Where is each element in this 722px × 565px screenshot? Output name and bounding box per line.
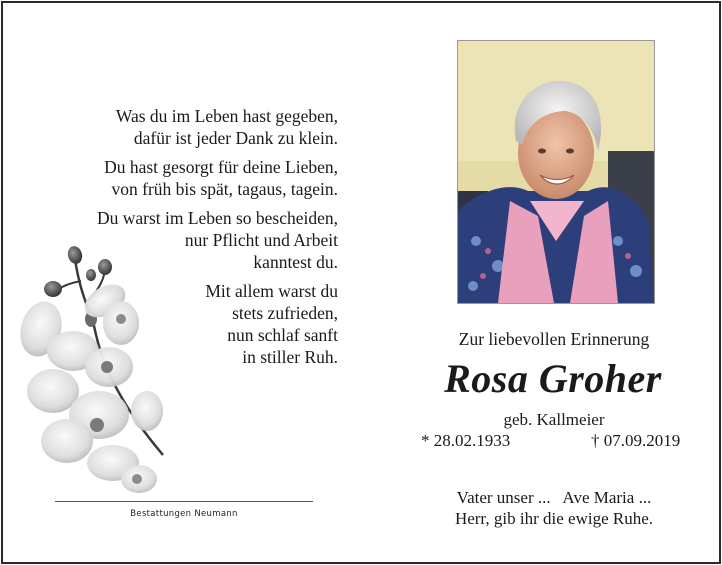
poem-line: stets zufrieden, bbox=[232, 303, 338, 323]
birth-date: * 28.02.1933 bbox=[421, 431, 511, 450]
prayer-line: Herr, gib ihr die ewige Ruhe. bbox=[454, 509, 654, 528]
poem-line: Was du im Leben hast gegeben, bbox=[115, 106, 338, 126]
portrait-photo bbox=[457, 40, 655, 304]
poem-line: Du hast gesorgt für deine Lieben, bbox=[104, 157, 338, 177]
poem-line: nur Pflicht und Arbeit bbox=[184, 230, 338, 250]
undertaker-name: Bestattungen Neumann bbox=[130, 509, 238, 519]
poem-line: nun schlaf sanft bbox=[227, 325, 338, 345]
maiden-name: geb. Kallmeier bbox=[503, 410, 605, 429]
poem-line: Du warst im Leben so bescheiden, bbox=[96, 208, 338, 228]
poem-line: kanntest du. bbox=[253, 252, 338, 272]
poem-line: in stiller Ruh. bbox=[242, 347, 338, 367]
poem-stanza bbox=[43, 105, 338, 149]
death-date: † 07.09.2019 bbox=[591, 431, 681, 450]
portrait-image bbox=[458, 41, 654, 303]
orchid-illustration bbox=[13, 241, 173, 495]
poem-stanza bbox=[43, 156, 338, 200]
prayer-line: Vater unser ... Ave Maria ... bbox=[456, 488, 652, 507]
memorial-heading: Zur liebevollen Erinnerung bbox=[458, 329, 650, 349]
undertaker-divider bbox=[55, 501, 313, 502]
prayer-text bbox=[423, 487, 685, 529]
condolence-card bbox=[1, 1, 721, 564]
deceased-name: Rosa Groher bbox=[444, 356, 662, 401]
poem-line: von früh bis spät, tagaus, tagein. bbox=[111, 179, 338, 199]
poem-line: dafür ist jeder Dank zu klein. bbox=[133, 128, 338, 148]
poem-line: Mit allem warst du bbox=[205, 281, 338, 301]
